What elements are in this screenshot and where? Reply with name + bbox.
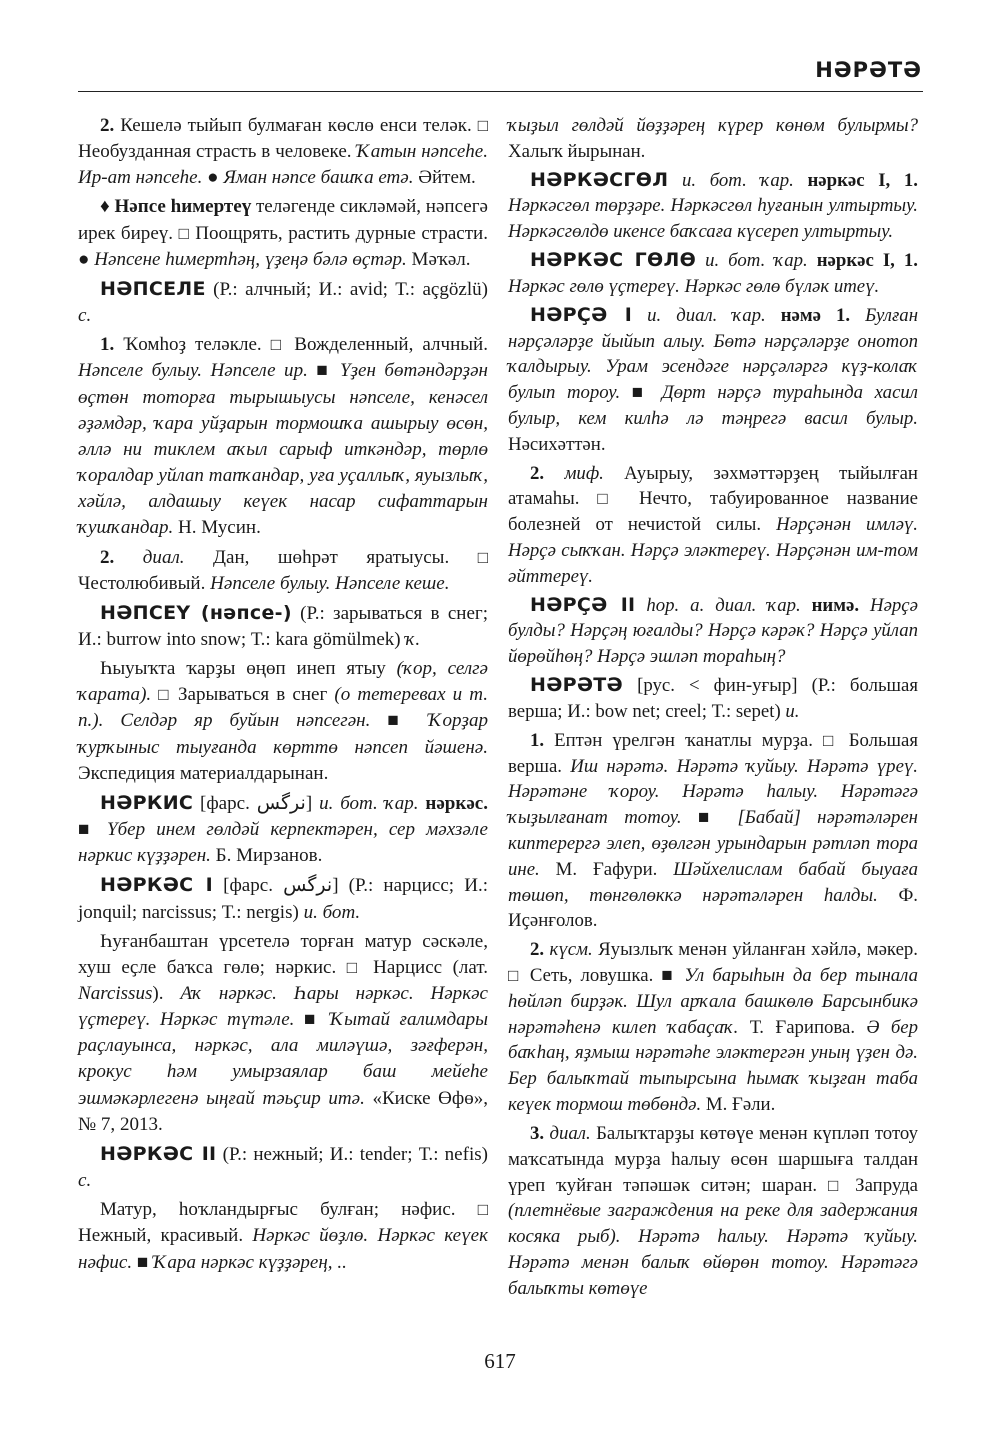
text-run xyxy=(632,305,647,326)
italic-run: с. xyxy=(78,305,92,327)
italic-run: Нәркәс йөҙлө. Нәркәс кеүек нәфис. xyxy=(78,1225,488,1273)
text-run: ■ xyxy=(316,360,340,382)
text-run: Кешелә тыйып булмаған көслө енси теләк. xyxy=(114,115,478,136)
text-run: Необузданная страсть в человеке. xyxy=(78,141,357,163)
left-column-paragraph xyxy=(78,545,488,597)
text-run: [фарс. نرگس] xyxy=(193,792,320,814)
italic-run: (плетнёвые заграждения на реке для задержания косяка рыб). Нәрәтә һалыу. Нәрәтә ҡуйыу. Нәрәтә менән балыҡ өйөрөн тотоу. Нәрәтәгә балыҡты көтөүе xyxy=(508,1200,918,1299)
right-column-paragraph xyxy=(508,168,918,245)
bold-run: нәркәс I, 1. xyxy=(807,169,918,191)
bold-run: 1. xyxy=(530,729,545,751)
text-run: (Р.: зарываться в снег; И.: burrow into snow; Т.: kara gömülmek) xyxy=(78,602,488,650)
italic-run: Нәрҫәнән имләү. Нәрҫә сыҡҡан. Нәрҫә эләктереү. Нәрҫәнән им-том әйттереү. xyxy=(508,514,918,587)
italic-run: и. xyxy=(785,700,800,722)
text-run: ■ xyxy=(631,382,662,404)
italic-run: Аҡ нәркәс. Һары нәркәс. Нәркәс үҫтереү. Нәркәс түтәле. xyxy=(78,983,488,1031)
italic-run: и. бот. xyxy=(303,901,361,923)
right-column-paragraph xyxy=(508,673,918,725)
italic-run: Ул барыһын да бер тынала һөйләп бирҙәк. Шул арҡала башкөлө Барсынбикә нәрәтәһенә килеп ҡабаҫаҡ. xyxy=(508,965,918,1038)
text-run: Нежный, красивый. xyxy=(78,1225,253,1247)
text-run: ■ xyxy=(303,1009,330,1031)
left-column-paragraph xyxy=(78,656,488,787)
italic-run: Нәркәс гөлө үҫтереү. Нәркәс гөлө бүләк итеү. xyxy=(508,275,880,297)
italic-run: (о тетеревах и т. п.). Селдәр яр буйын нәпсегән. xyxy=(78,684,488,732)
bold-run: 3. xyxy=(530,1122,545,1144)
headword: НӘРҪӘ II xyxy=(530,593,636,616)
text-run: Б. Мирзанов. xyxy=(210,845,323,867)
left-column-paragraph xyxy=(78,194,488,272)
headword: НӘРКӘС I xyxy=(100,874,214,897)
italic-run: Narcissus xyxy=(78,983,153,1004)
italic-run: Нәпсене һимертһәң, үҙеңә бәлә өҫтәр. xyxy=(94,248,407,270)
headword: НӘРҪӘ I xyxy=(530,303,633,326)
headword: НӘРКӘС ГӨЛӨ xyxy=(530,249,697,272)
text-run: Ҡомһоҙ теләкле. xyxy=(114,334,271,356)
headword: НӘРКӘСГӨЛ xyxy=(530,168,669,191)
italic-run: Үбер инем гөлдәй керпектәрен, сер мәхзәле нәркис күҙҙәрен. xyxy=(78,819,488,867)
right-column-paragraph xyxy=(508,1121,918,1302)
text-run: Ауырыу, зәхмәттәрҙең тыйылған атамаһы. xyxy=(508,462,918,510)
text-run: [рус. < фин-уғыр] (Р.: большая верша; И.: bow net; creel; Т.: sepet) xyxy=(508,675,918,722)
translation-marker: □ xyxy=(508,966,522,985)
italic-run: Дөрт нәрҫә тураһында хасил булыр, кем килһә лә тәңрегә васил булыр. xyxy=(508,382,918,429)
text-run: Мәҡәл. xyxy=(406,248,471,270)
text-run: (Р.: нежный; И.: tender; Т.: nefis) xyxy=(216,1143,488,1165)
headword: НӘРКӘС II xyxy=(100,1142,217,1165)
left-column xyxy=(78,113,488,1279)
translation-marker: □ xyxy=(477,547,488,567)
headword: НӘПСЕҮ (нәпсе-) xyxy=(100,601,292,624)
italic-run: ҡыҙыл гөлдәй йөҙҙәрең күрер көнөм булырмы? xyxy=(508,115,918,136)
text-run: (Р.: алчный; И.: avid; Т.: açgözlü) xyxy=(205,278,488,300)
italic-run: Ҡара нәркәс күҙҙәрең, .. xyxy=(153,1251,347,1273)
left-column-paragraph xyxy=(78,332,488,541)
italic-run: Булған нәрҫәләрҙе йыйып алыу. Бөтә нәрҫәләрҙе онотоп ҡалдырыу. Урам эсендәге нәрҫәләргә күҙ-колаҡ булып тороу. xyxy=(508,304,919,404)
italic-run: [Бабай] нәрәтәләрен киптерергә элеп, өҙөлгән урындарын рәтләп тора ине. xyxy=(508,807,919,880)
text-run: М. Ғәли. xyxy=(701,1094,776,1116)
left-column-paragraph xyxy=(78,600,488,653)
running-head: НӘРӘТӘ xyxy=(815,58,922,82)
text-run xyxy=(114,547,143,568)
bold-run: нәркәс I, 1. xyxy=(816,250,918,272)
header-rule xyxy=(78,91,923,92)
text-run: «Киске Өфө», № 7, 2013. xyxy=(78,1087,488,1135)
text-run: Экспедиция материалдарынан. xyxy=(78,762,329,784)
italic-run: Ҡатын нәпсеһе. Ир-ат нәпсеһе. xyxy=(78,141,488,189)
text-run xyxy=(635,595,646,616)
right-column-paragraph xyxy=(508,113,918,165)
right-column-paragraph xyxy=(508,461,918,590)
text-run xyxy=(696,250,705,271)
text-run: Зарываться в снег xyxy=(170,684,335,706)
text-run xyxy=(850,305,865,326)
headword: НӘРӘТӘ xyxy=(530,674,623,697)
italic-run: Шәйхелислам бабай быуаға төшөп, төнгөлөккә нәрәтәләрен һалды. xyxy=(508,858,919,906)
italic-run: Ҡытай ғалимдары раҫлауынса, нәркәс, ала миләүшә, зәғферән, крокус һәм умырзаялар баш мейеһе эшмәкәрлегенә ыңғай тәьҫир итә. xyxy=(78,1009,488,1109)
italic-run: Нәпселе булыу. Нәпселе ир. xyxy=(78,360,317,382)
translation-marker: □ xyxy=(270,335,286,355)
bold-run: 2. xyxy=(100,546,115,568)
left-column-paragraph xyxy=(78,790,488,869)
italic-run: (ҡор, селгә ҡарата). xyxy=(78,658,488,706)
translation-marker: □ xyxy=(178,223,190,243)
translation-marker: □ xyxy=(477,1200,488,1220)
text-run: теләгенде сикләмәй, нәпсегә ирек биреү. xyxy=(78,196,488,244)
text-run: Сеть, ловушка. ■ xyxy=(521,965,685,986)
left-column-paragraph xyxy=(78,872,488,925)
text-run: Яуызлыҡ менән уйланған хәйлә, мәкер. xyxy=(592,939,918,961)
text-run xyxy=(544,463,564,484)
bold-run: 1. xyxy=(100,334,115,356)
translation-marker: □ xyxy=(597,489,621,509)
headword: НӘРКИС xyxy=(100,791,194,814)
italic-run: миф. xyxy=(564,462,604,484)
right-column-paragraph xyxy=(508,248,918,300)
italic-run: Ҡорҙар ҡурҡыныс тыуғанда көрттө нәпсеп йәшенә. xyxy=(78,710,488,758)
text-run: ♦ xyxy=(100,196,115,218)
text-run: Большая верша. xyxy=(508,729,918,777)
text-run: ■ xyxy=(136,1251,154,1273)
text-run: ■ xyxy=(698,807,738,829)
left-column-paragraph xyxy=(78,276,488,329)
headword: НӘПСЕЛЕ xyxy=(100,277,206,300)
translation-marker: □ xyxy=(477,116,488,135)
translation-marker: □ xyxy=(158,685,171,705)
text-run: Ептән үрелгән ҡанатлы мурҙа. xyxy=(544,729,823,751)
left-column-paragraph xyxy=(78,1141,488,1194)
text-run: Поощрять, растить дурные страсти. ● xyxy=(78,222,488,270)
text-run: Честолюбивый. xyxy=(78,572,211,594)
text-run: ■ xyxy=(387,710,429,732)
left-column-paragraph xyxy=(78,113,488,191)
italic-run: и. бот. ҡар. xyxy=(681,169,808,191)
italic-run: Үҙен бөтәндәрҙән өҫтөн тоторға тырышыусы нәпселе, кенәсел әҙәмдәр, ҡара уйҙарын тормошҡа ашырыу өсөн, әллә ни тиклем аҡыл сарыф иткәндәр, төрлө ҡоралдар уйлап тапҡандар, уға уҫаллыҡ, яуызлыҡ, хәйлә, алдашыу кеүек насар сифаттарын ҡушҡандар. xyxy=(78,360,488,539)
italic-run: диал. xyxy=(549,1122,591,1144)
left-column-paragraph xyxy=(78,1197,488,1275)
bold-run: нәркәс. xyxy=(425,792,488,814)
italic-run: һор. а. диал. ҡар. xyxy=(646,594,812,616)
bold-run: 2. xyxy=(530,939,545,961)
right-column-paragraph xyxy=(508,728,918,935)
text-run: Әйтем. xyxy=(413,167,476,189)
bold-run: Нәпсе һимертеү xyxy=(114,196,252,218)
italic-run: диал. xyxy=(142,546,185,568)
text-run: Вожделенный, алчный. xyxy=(285,334,488,356)
page-number: 617 xyxy=(484,1349,516,1373)
italic-run: Нәркәсгөл төрҙәре. Нәркәсгөл һуғанын ултыртыу. Нәркәсгөлдө икенсе баҡсаға күсереп ултыртыу. xyxy=(508,195,918,243)
text-run: Н. Мусин. xyxy=(173,517,261,539)
text-run: ● xyxy=(207,167,224,189)
text-run: Ф. Иҫәнғолов. xyxy=(508,884,919,932)
text-run: Т. Ғарипова. xyxy=(738,1016,867,1038)
text-run: Нарцисс (лат. xyxy=(362,956,488,978)
italic-run: Нәпселе булыу. Нәпселе кеше. xyxy=(210,572,450,594)
text-run: Запруда xyxy=(844,1174,918,1196)
translation-marker: □ xyxy=(827,1175,845,1195)
italic-run: с. xyxy=(78,1170,92,1192)
right-column-paragraph xyxy=(508,937,918,1118)
text-run: М. Ғафури. xyxy=(539,858,674,880)
translation-marker: □ xyxy=(822,730,839,750)
italic-run: ҡ. xyxy=(405,628,421,650)
text-run: Һыуыҡта ҡарҙы өңөп инеп ятыу xyxy=(100,658,397,680)
italic-run: и. бот. ҡар. xyxy=(705,250,817,272)
text-run: Нәсихәттән. xyxy=(508,433,606,455)
italic-run: и. бот. ҡар. xyxy=(319,792,426,814)
text-run: Матур, һоҡландырғыс булған; нәфис. xyxy=(100,1199,478,1221)
text-run: Нечто, табуированное название болезней от нечистой силы. xyxy=(508,488,918,536)
translation-marker: □ xyxy=(346,957,363,977)
italic-run: и. диал. ҡар. xyxy=(647,304,781,326)
right-column-paragraph xyxy=(508,303,918,458)
italic-run: Ә бер баҡһаң, яҙмыш нәрәтәһе эләктергән уның үҙен дә. Бер балыҡтай тыпырсына һымаҡ ҡыҙған таба кеүек тормош төбөндә. xyxy=(508,1016,918,1116)
text-run: Дан, шөһрәт яратыусы. xyxy=(184,546,478,568)
bold-run: нәмә 1. xyxy=(780,304,851,326)
bold-run: 2. xyxy=(100,115,115,136)
text-run: Халыҡ йырынан. xyxy=(508,140,646,162)
italic-run: күсм. xyxy=(549,939,593,961)
text-run xyxy=(859,595,870,616)
text-run: Һуғанбаштан үрсетелә торған матур сәскәле, хуш еҫле баҡса гөлө; нәркис. xyxy=(78,930,488,978)
italic-run: Иш нәрәтә. Нәрәтә ҡуйыу. Нәрәтә үреү. Нәрәтәне ҡороу. Нәрәтә һалыу. Нәрәтәгә ҡыҙылғанат тотоу. xyxy=(508,755,918,829)
text-run: ). xyxy=(152,983,181,1004)
italic-run: Нәрҫә булды? Нәрҫәң юғалды? Нәрҫә кәрәк? Нәрҫә уйлап йөрөйһөң? Нәрҫә эшләп тораһың? xyxy=(508,594,918,668)
right-column-paragraph xyxy=(508,593,918,670)
bold-run: нимә. xyxy=(811,594,860,616)
text-run: ■ xyxy=(78,819,107,841)
text-run: Балыҡтарҙы көтөүе менән күпләп тотоу маҡсатында мурҙа һалыу өсөн шаршыға талдан үреп ҡуйған тәпәшәк ситән; шаран. xyxy=(508,1122,918,1196)
text-run xyxy=(668,170,682,191)
italic-run: Яман нәпсе башҡа етә. xyxy=(223,167,414,189)
bold-run: 2. xyxy=(530,462,545,484)
text-run: [фарс. نرگس] (Р.: нарцисс; И.: jonquil; narcissus; Т.: nergis) xyxy=(78,875,488,923)
left-column-paragraph xyxy=(78,929,488,1138)
right-column xyxy=(508,113,918,1305)
